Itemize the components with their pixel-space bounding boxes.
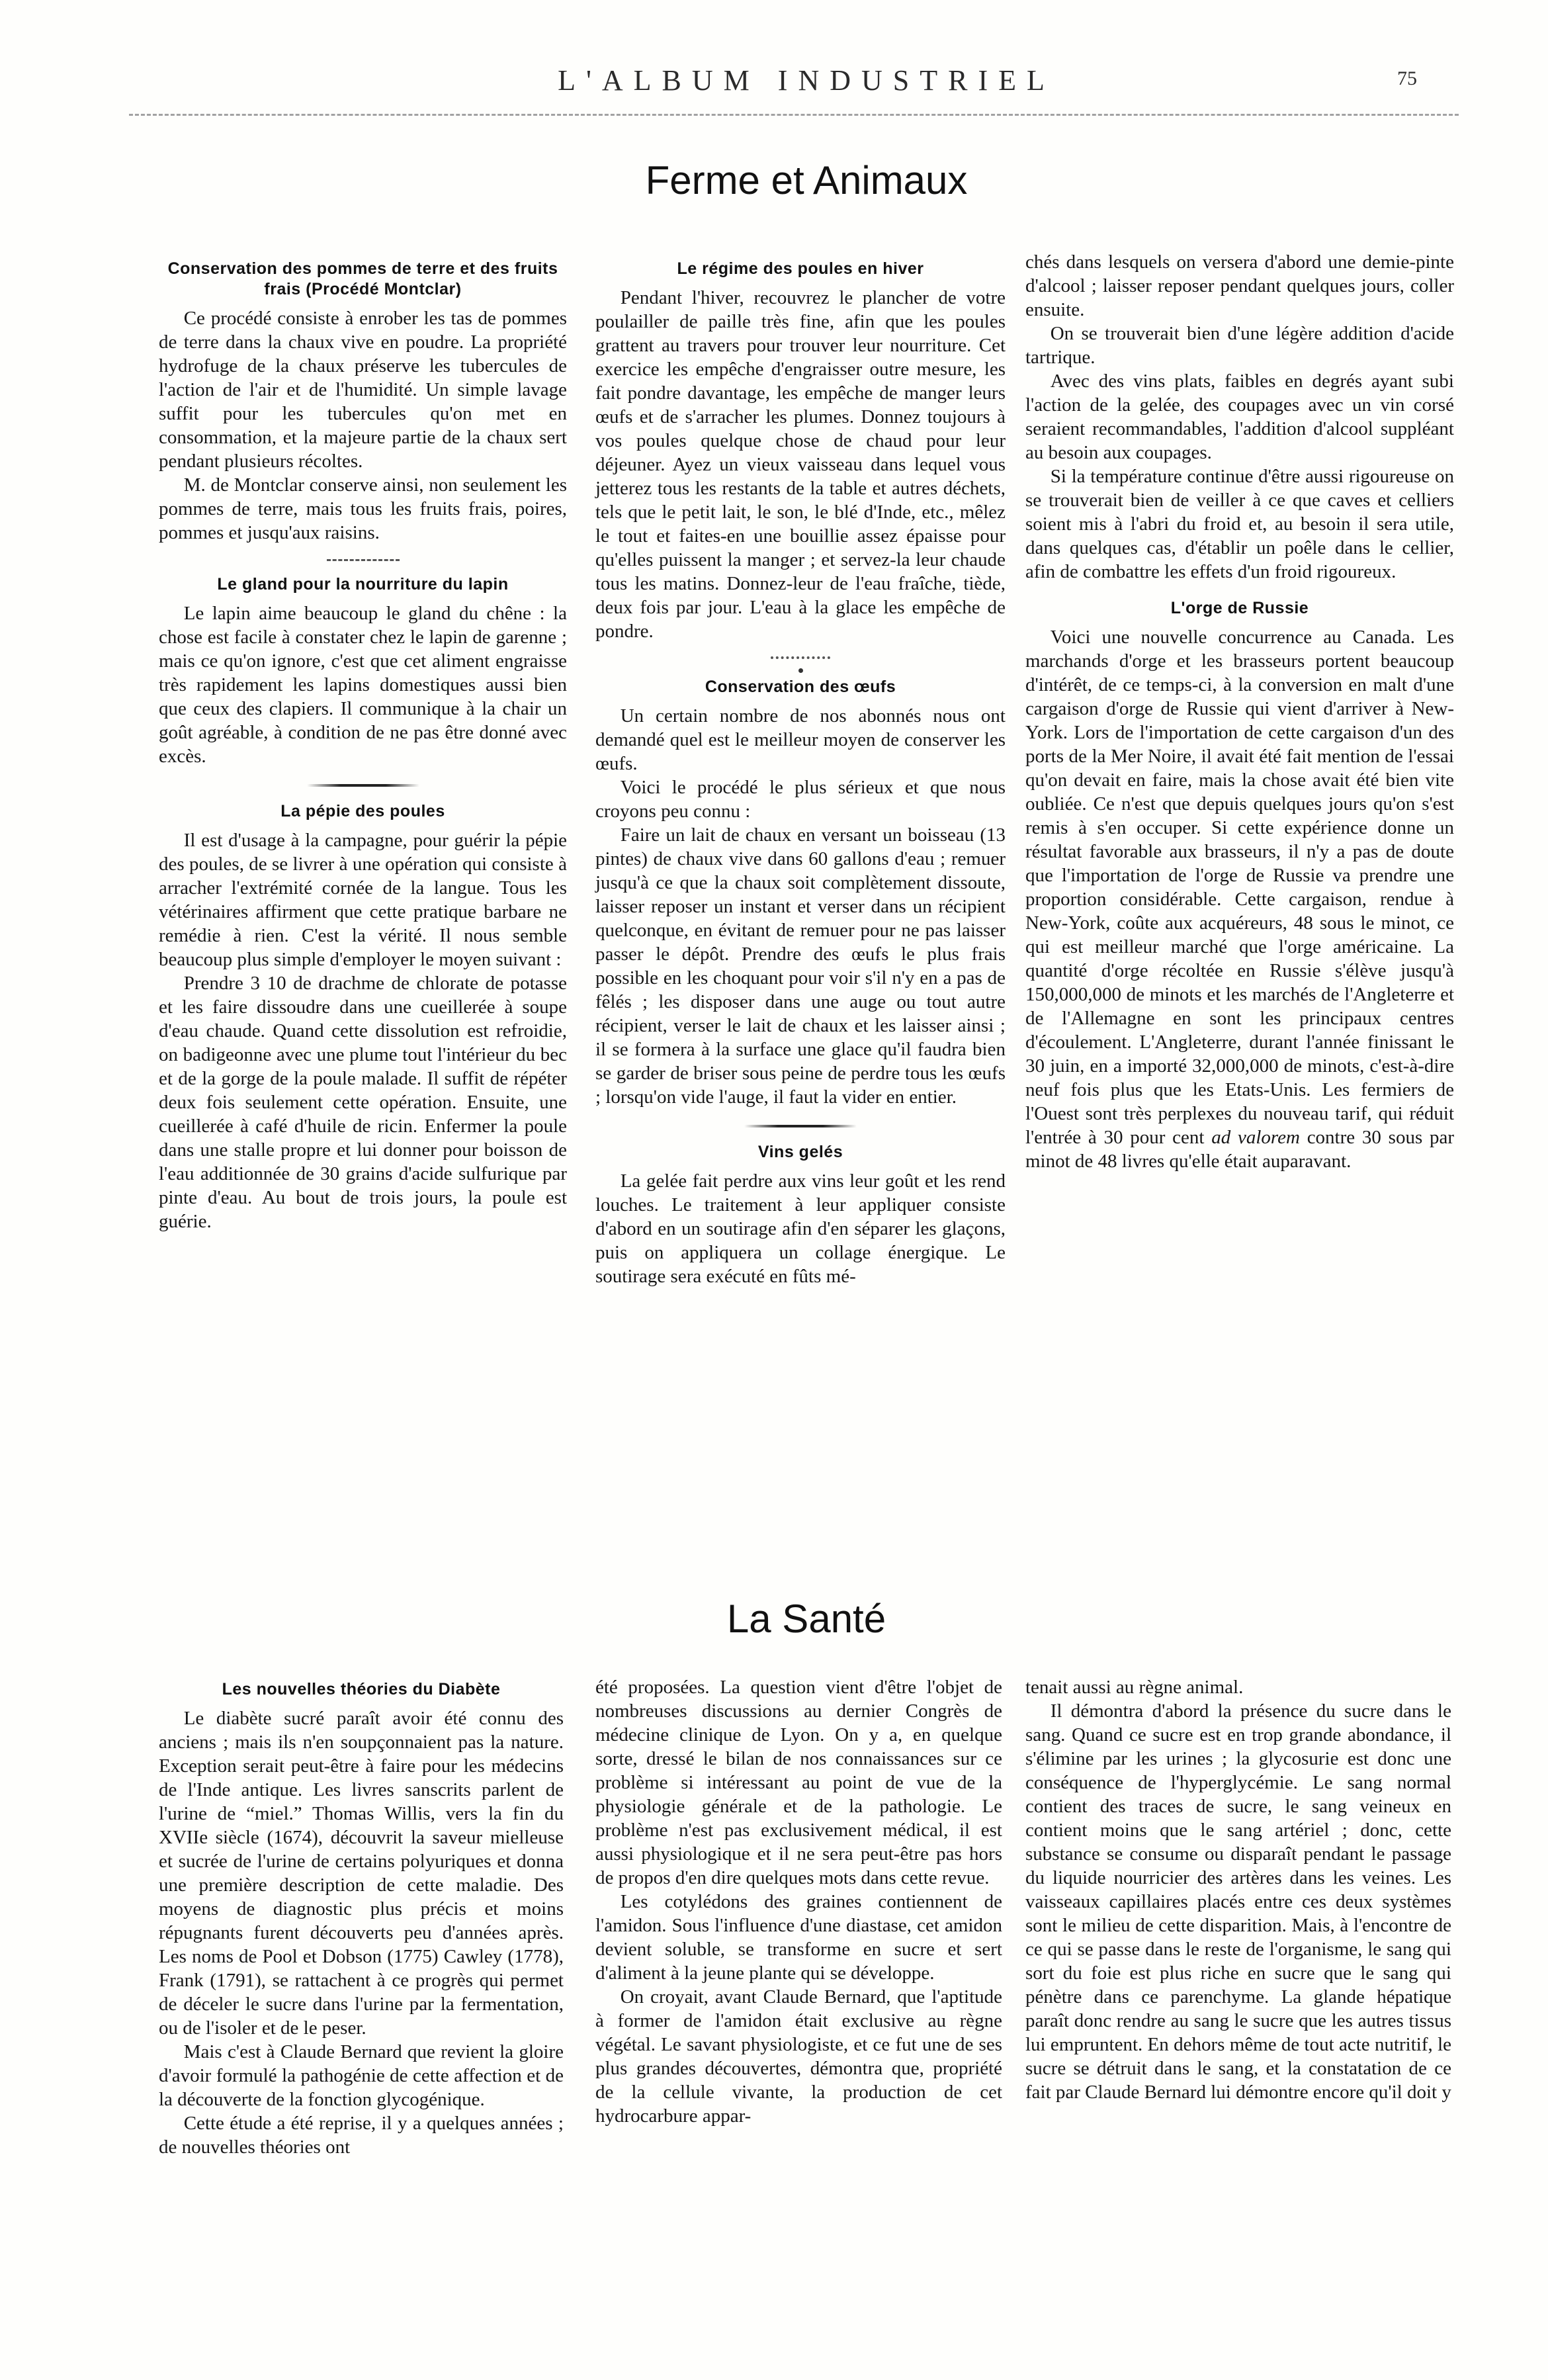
article-title: Conservation des œufs bbox=[705, 678, 896, 696]
article-paragraph: Cette étude a été reprise, il y a quelques années ; de nouvelles théories ont bbox=[159, 2113, 564, 2158]
article-paragraph: M. de Montclar conserve ainsi, non seulement les pommes de terre, mais tous les fruits frais, poires, pommes et jusqu'aux raisins. bbox=[159, 474, 567, 543]
article-paragraph: Voici le procédé le plus sérieux et que nous croyons peu connu : bbox=[595, 777, 1006, 822]
article-separator bbox=[771, 656, 830, 659]
page-number: 75 bbox=[1397, 67, 1417, 89]
article-title: L'orge de Russie bbox=[1170, 599, 1309, 617]
article-paragraph bbox=[1025, 625, 1454, 1173]
article-paragraph: Prendre 3 10 de drachme de chlorate de potasse et les faire dissoudre dans une cueillerée à soupe d'eau chaude. Quand cette dissolution est refroidie, on badigeonne avec une plume tout l'intérieur du bec et de la gorge de la poule malade. Il suffit de répéter deux fois seulement cette opération. Ensuite, une cueillerée à café d'huile de ricin. Enfermer la poule dans une stalle propre et lui donner pour boisson de l'eau additionnée de 30 grains d'acide sulfurique par pinte d'eau. Au bout de trois jours, la poule est guérie. bbox=[159, 973, 567, 1232]
article-paragraph: Le diabète sucré paraît avoir été connu des anciens ; mais ils n'en soupçonnaient pas la nature. Exception serait peut-être à faire pour les médecins de l'Inde antique. Les livres sanscrits parlent de l'urine de “miel.” Thomas Willis, vers la fin du XVIIe siècle (1674), découvrit la saveur mielleuse et sucrée de l'urine de certains polyuriques et donna une première description de cette maladie. Des moyens de diagnostic plus précis et moins répugnants furent découverts peu d'années après. Les noms de Pool et Dobson (1775) Cawley (1778), Frank (1791), se rattachent à ce progrès qui permet de déceler le sucre dans l'urine par la fermentation, ou de l'isoler et de le peser. bbox=[159, 1708, 564, 2039]
article-title: Le régime des poules en hiver bbox=[677, 259, 924, 278]
article-separator bbox=[744, 1125, 857, 1127]
article-paragraph: Ce procédé consiste à enrober les tas de pommes de terre dans la chaux vive en poudre. La propriété hydrofuge de la chaux préserve les tubercules de l'action de l'air et de l'humidité. Un simple lavage suffit pour les tubercules qu'on met en consommation, et la majeure partie de la chaux sert pendant plusieurs récoltes. bbox=[159, 308, 567, 472]
separator-bullet bbox=[798, 668, 803, 673]
masthead-rule bbox=[129, 114, 1459, 116]
article-paragraph: La gelée fait perdre aux vins leur goût et les rend louches. Le traitement à leur appliquer consiste d'abord en un soutirage afin d'en séparer les glaçons, puis on appliquera un collage énergique. Le soutirage sera exécuté en fûts mé- bbox=[595, 1170, 1006, 1287]
section-title-farm: Ferme et Animaux bbox=[645, 158, 968, 202]
masthead-title: L'ALBUM INDUSTRIEL bbox=[558, 64, 1055, 97]
article-paragraph: Avec des vins plats, faibles en degrés ayant subi l'action de la gelée, des coupages avec un vin corsé seraient recommandables, l'addition d'alcool suppléant au besoin aux coupages. bbox=[1025, 371, 1454, 463]
column-1-lower bbox=[159, 1675, 564, 2159]
article-paragraph: Mais c'est à Claude Bernard que revient la gloire d'avoir formulé la pathogénie de cette affection et de la découverte de la fonction glycogénique. bbox=[159, 2041, 564, 2110]
article-title: La pépie des poules bbox=[280, 802, 445, 820]
article-paragraph: Un certain nombre de nos abonnés nous ont demandé quel est le meilleur moyen de conserver les œufs. bbox=[595, 705, 1006, 774]
article-paragraph: été proposées. La question vient d'être l'objet de nombreuses discussions au dernier Congrès de médecine clinique de Lyon. On y a, en quelque sorte, dressé le bilan de nos connaissances sur ce problème si intéressant au point de vue de la physiologie générale et de la pathologie. Le problème n'est pas exclusivement médical, il est aussi physiologique et il ne sera peut-être pas hors de propos d'en dire quelques mots dans cette revue. bbox=[595, 1677, 1002, 1888]
article-paragraph: On se trouverait bien d'une légère addition d'acide tartrique. bbox=[1025, 323, 1454, 368]
column-1-upper bbox=[159, 255, 567, 1233]
article-paragraph: tenait aussi au règne animal. bbox=[1025, 1677, 1244, 1698]
italic-phrase: ad valorem bbox=[1211, 1127, 1300, 1148]
article-title: Conservation des pommes de terre et des fruits frais (Procédé Montclar) bbox=[167, 259, 558, 298]
article-separator bbox=[307, 784, 419, 787]
article-paragraph: Pendant l'hiver, recouvrez le plancher de votre poulailler de paille très fine, afin que les poules grattent au travers pour trouver leur nourriture. Cet exercice les empêche d'engraisser outre mesure, les fait pondre davantage, les empêche de manger leurs œufs et de s'arracher les plumes. Donnez toujours à vos poules quelque chose de chaud pour leur déjeuner. Ayez un vieux vaisseau dans lequel vous jetterez tous les restants de la table et autres déchets, tels que le petit lait, le son, le blé d'Inde, etc., mêlez le tout et faites-en une bouillie assez épaisse pour qu'elles puissent la manger ; et servez-la leur chaude tous les matins. Donnez-leur de l'eau fraîche, tiède, deux fois par jour. L'eau à la glace les empêche de pondre. bbox=[595, 287, 1006, 642]
article-paragraph: On croyait, avant Claude Bernard, que l'aptitude à former de l'amidon était exclusive au règne végétal. Le savant physiologiste, et ce fut une de ses plus grandes découvertes, démontra que, propriété de la cellule vivante, la production de cet hydrocarbure appar- bbox=[595, 1986, 1002, 2127]
column-2-upper bbox=[595, 255, 1006, 1288]
article-paragraph: Il est d'usage à la campagne, pour guérir la pépie des poules, de se livrer à une opération qui consiste à arracher l'extrémité cornée de la langue. Tous les vétérinaires affirment que cette pratique barbare ne remédie à rien. C'est la vérité. Il nous semble beaucoup plus simple d'employer le moyen suivant : bbox=[159, 830, 567, 970]
article-paragraph: Il démontra d'abord la présence du sucre dans le sang. Quand ce sucre est en trop grande abondance, il s'élimine par les urines ; la glycosurie est donc une conséquence de l'hyperglycémie. Le sang normal contient des traces de sucre, le sang veineux en contient moins que le sang artériel ; donc, cette substance se consume ou disparaît pendant le passage du liquide nourricier des artères dans les veines. Les vaisseaux capillaires placés entre ces deux systèmes sont le milieu de cette disparition. Mais, à l'encontre de ce qui se passe dans le reste de l'organisme, le sang qui sort du foie est plus riche en sucre que le sang qui pénètre dans ce parenchyme. La glande hépatique paraît donc rendre au sang le sucre que les autres tissus lui empruntent. En dehors même de tout acte nutritif, le sucre se détruit dans le sang, et la constatation de ce fait par Claude Bernard lui démontre encore qu'il doit y bbox=[1025, 1700, 1451, 2103]
column-2-lower bbox=[595, 1675, 1002, 2128]
article-title: Le gland pour la nourriture du lapin bbox=[217, 575, 509, 594]
article-title: Vins gelés bbox=[757, 1143, 843, 1161]
article-paragraph: Si la température continue d'être aussi rigoureuse on se trouverait bien de veiller à ce que caves et celliers soient mis à l'abri du froid et, au besoin il sera utile, dans quelques cas, d'établir un poêle dans le cellier, afin de combattre les effets d'un froid rigoureux. bbox=[1025, 466, 1454, 582]
column-3-upper bbox=[1025, 250, 1454, 1173]
article-separator bbox=[327, 559, 400, 561]
paragraph-text: contre 30 sous par minot de 48 livres qu'elle était auparavant. bbox=[1025, 1127, 1455, 1172]
article-paragraph: Le lapin aime beaucoup le gland du chêne : la chose est facile à constater chez le lapin de garenne ; mais ce qu'on ignore, c'est que cet aliment engraisse très rapidement les lapins domestiques aussi bien que ceux des clapiers. Il communique à la chair un goût agréable, à condition de ne pas être donné avec excès. bbox=[159, 603, 567, 767]
paragraph-text: Voici une nouvelle concurrence au Canada. Les marchands d'orge et les brasseurs portent beaucoup d'intérêt, de ce temps-ci, à la conversion en malt d'une cargaison d'orge de Russie qui vient d'arriver à New-York. Lors de l'importation de cette cargaison d'un des ports de la Mer Noire, il avait été fait mention de l'essai qu'on devait en faire, mais la chose avait été bien vite oubliée. Ce n'est que depuis quelques jours qu'on s'est remis à s'en occuper. Si cette expérience donne un résultat favorable aux brasseurs, il n'y a pas de doute que l'importation de l'orge de Russie va prendre une proportion considérable. Cette cargaison, rendue à New-York, coûte aux acquéreurs, 48 sous le minot, ce qui est meilleur marché que l'orge américaine. La quantité d'orge récoltée en Russie s'élève jusqu'à 150,000,000 de minots et les marchés de l'Angleterre et de l'Allemagne en sont les principaux centres d'écoulement. L'Angleterre, durant l'année finissant le 30 juin, en a importé 32,000,000 de minots, c'est-à-dire neuf fois plus que les Etats-Unis. Les fermiers de l'Ouest sont très perplexes du nouveau tarif, qui réduit l'entrée à 30 pour cent bbox=[1025, 627, 1454, 1148]
article-paragraph: Faire un lait de chaux en versant un boisseau (13 pintes) de chaux vive dans 60 gallons d'eau ; remuer jusqu'à ce que la chaux soit complètement dissoute, laisser reposer un instant et verser dans un récipient quelconque, en évitant de remuer pour ne pas laisser passer le dépôt. Prendre des œufs le plus frais possible en les choquant pour voir s'il n'y en a pas de fêlés ; les disposer dans une auge ou tout autre récipient, verser le lait de chaux et les laisser ainsi ; il se formera à la surface une glace qu'il faudra bien se garder de briser sous peine de perdre tous les œufs ; lorsqu'on vide l'auge, il faut la vider en entier. bbox=[595, 824, 1006, 1108]
section-title-health: La Santé bbox=[726, 1597, 886, 1641]
article-title: Les nouvelles théories du Diabète bbox=[222, 1680, 501, 1698]
article-paragraph: chés dans lesquels on versera d'abord une demie-pinte d'alcool ; laisser reposer pendant quelques jours, coller ensuite. bbox=[1025, 251, 1454, 320]
column-3-lower bbox=[1025, 1675, 1451, 2104]
article-paragraph: Les cotylédons des graines contiennent de l'amidon. Sous l'influence d'une diastase, cet amidon devient soluble, se transforme en sucre et sert d'aliment à la jeune plante qui se développe. bbox=[595, 1891, 1002, 1984]
